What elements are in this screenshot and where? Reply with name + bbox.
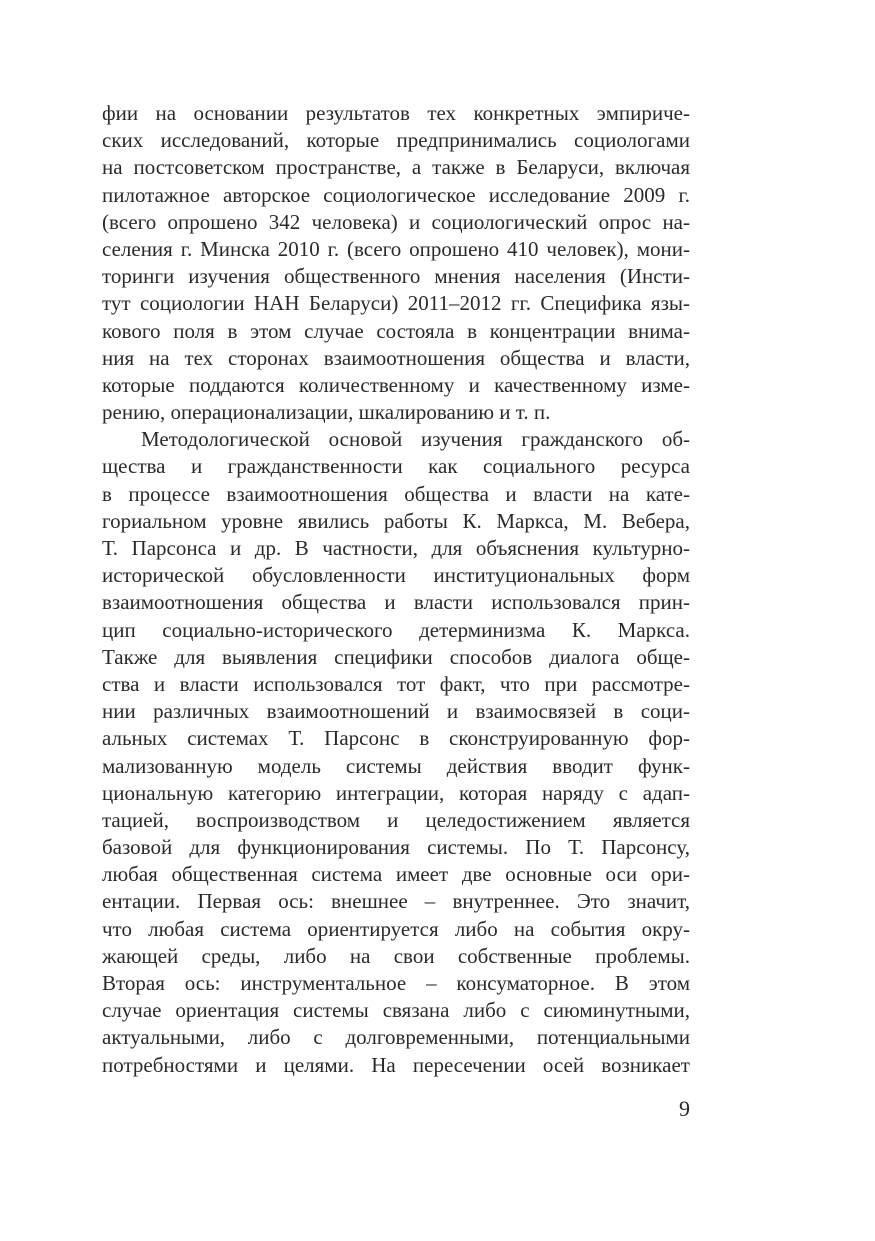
- text-line: гориальном уровне явились работы К. Маркса, М. Вебера,: [102, 508, 690, 533]
- text-line: в процессе взаимоотношения общества и власти на кате-: [102, 481, 690, 506]
- paragraph-1: [102, 100, 690, 426]
- text-line: случае ориентация системы связана либо с сиюминутными,: [102, 998, 690, 1023]
- text-line: тацией, воспроизводством и целедостижением является: [102, 807, 690, 832]
- text-line: Также для выявления специфики способов диалога обще-: [102, 644, 690, 669]
- text-line: любая общественная система имеет две основные оси ори-: [102, 862, 690, 887]
- text-line: селения г. Минска 2010 г. (всего опрошено 410 человек), мони-: [102, 236, 690, 261]
- text-line: базовой для функционирования системы. По Т. Парсонсу,: [102, 835, 690, 860]
- text-line: ства и власти использовался тот факт, что при рассмотре-: [102, 671, 690, 696]
- paragraph-2: [102, 426, 690, 1079]
- text-line: торинги изучения общественного мнения населения (Инсти-: [102, 264, 690, 289]
- text-line: исторической обусловленности институциональных форм: [102, 563, 690, 588]
- text-line: циональную категорию интеграции, которая наряду с адап-: [102, 780, 690, 805]
- page-number: 9: [679, 1096, 690, 1121]
- text-line: кового поля в этом случае состояла в концентрации внима-: [102, 318, 690, 343]
- text-line: взаимоотношения общества и власти использовался прин-: [102, 590, 690, 615]
- text-line: Т. Парсонса и др. В частности, для объяснения культурно-: [102, 536, 690, 560]
- text-line: Методологической основой изучения гражданского об-: [141, 427, 690, 452]
- text-line: рению, операционализации, шкалированию и т. п.: [102, 400, 551, 425]
- body-text: [102, 100, 690, 1079]
- text-line: ния на тех сторонах взаимоотношения общества и власти,: [102, 345, 690, 370]
- text-line: ентации. Первая ось: внешнее – внутреннее. Это значит,: [102, 889, 690, 914]
- text-line: щества и гражданственности как социального ресурса: [102, 454, 690, 479]
- text-line: (всего опрошено 342 человека) и социологический опрос на-: [102, 209, 690, 234]
- text-line: мализованную модель системы действия вводит функ-: [102, 753, 690, 778]
- text-line: альных системах Т. Парсонс в сконструированную фор-: [102, 726, 690, 751]
- text-line: на постсоветском пространстве, а также в Беларуси, включая: [102, 155, 690, 180]
- text-line: потребностями и целями. На пересечении осей возникает: [102, 1052, 690, 1077]
- text-line: цип социально-исторического детерминизма К. Маркса.: [102, 617, 690, 642]
- text-line: тут социологии НАН Беларуси) 2011–2012 гг. Специфика язы-: [102, 291, 690, 316]
- text-line: пилотажное авторское социологическое исследование 2009 г.: [102, 182, 690, 207]
- text-line: актуальными, либо с долговременными, потенциальными: [102, 1025, 690, 1050]
- text-line: нии различных взаимоотношений и взаимосвязей в соци-: [102, 699, 690, 724]
- text-line: что любая система ориентируется либо на события окру-: [102, 916, 690, 941]
- text-line: которые поддаются количественному и качественному изме-: [102, 372, 690, 397]
- text-line: фии на основании результатов тех конкретных эмпириче-: [102, 101, 690, 125]
- text-line: Вторая ось: инструментальное – консуматорное. В этом: [102, 971, 690, 995]
- text-line: жающей среды, либо на свои собственные проблемы.: [102, 943, 690, 968]
- text-line: ских исследований, которые предпринимались социологами: [102, 128, 690, 153]
